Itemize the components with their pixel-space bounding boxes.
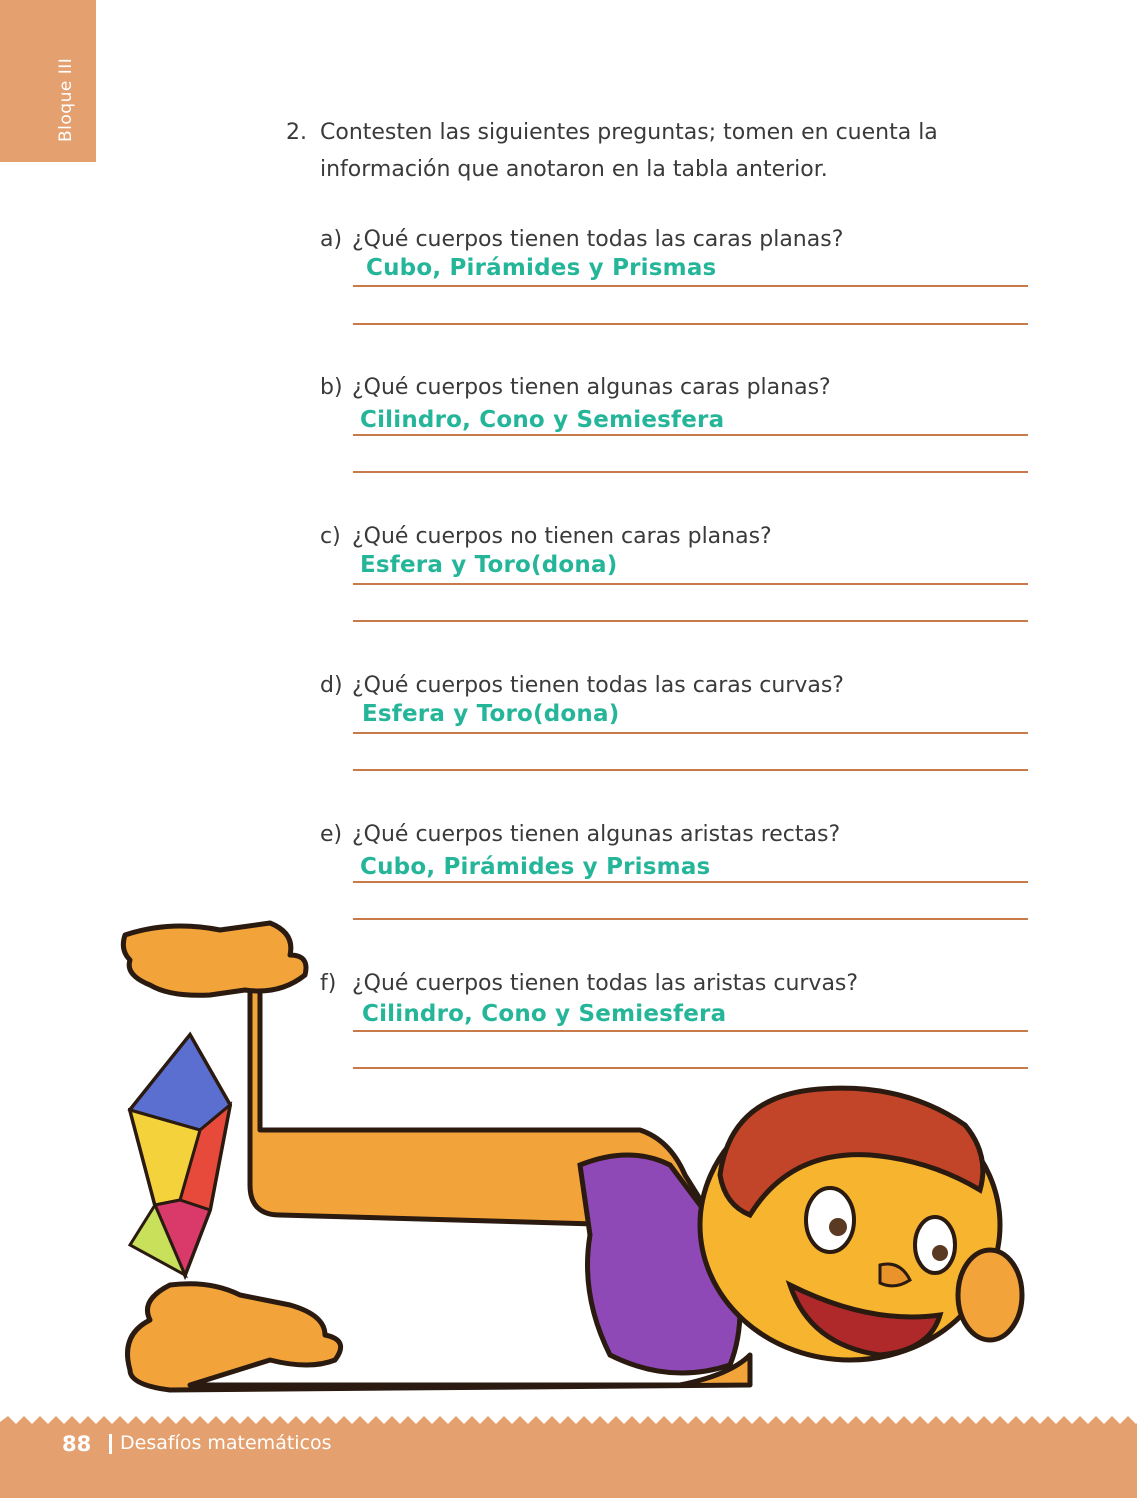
question-text: ¿Qué cuerpos tienen todas las aristas curvas? (352, 971, 859, 996)
answer-text[interactable]: Cubo, Pirámides y Prismas (366, 255, 717, 281)
answer-line (353, 1067, 1028, 1069)
question-text: ¿Qué cuerpos tienen todas las caras curvas? (352, 673, 844, 698)
question-letter: f) (320, 971, 337, 996)
question-letter: c) (320, 524, 341, 549)
answer-line (353, 285, 1028, 287)
answer-line (353, 1030, 1028, 1032)
answer-line (353, 471, 1028, 473)
question-text: ¿Qué cuerpos no tienen caras planas? (352, 524, 772, 549)
page-number: 88 (62, 1432, 92, 1456)
book-title: Desafíos matemáticos (120, 1432, 332, 1454)
exercise-text: Contesten las siguientes preguntas; tomen en cuenta la información que anotaron en la tabla anterior. (320, 120, 938, 182)
question-text: ¿Qué cuerpos tienen todas las caras planas? (352, 227, 844, 252)
question-letter: d) (320, 673, 343, 698)
answer-line (353, 732, 1028, 734)
exercise-number: 2. (286, 120, 307, 145)
footer-separator (109, 1434, 112, 1454)
question-text: ¿Qué cuerpos tienen algunas aristas rectas? (352, 822, 841, 847)
answer-text[interactable]: Esfera y Toro(dona) (362, 701, 620, 727)
answer-line (353, 769, 1028, 771)
answer-line (353, 583, 1028, 585)
question-letter: b) (320, 375, 343, 400)
answer-text[interactable]: Cilindro, Cono y Semiesfera (360, 407, 725, 433)
answer-line (353, 881, 1028, 883)
answer-text[interactable]: Cilindro, Cono y Semiesfera (362, 1001, 727, 1027)
answer-text[interactable]: Cubo, Pirámides y Prismas (360, 854, 711, 880)
side-tab-zigzag (0, 150, 96, 166)
answer-line (353, 434, 1028, 436)
block-label: Bloque III (56, 57, 76, 142)
answer-line (353, 323, 1028, 325)
question-letter: e) (320, 822, 343, 847)
exercise-instruction (286, 114, 1046, 188)
answer-line (353, 620, 1028, 622)
question-letter: a) (320, 227, 343, 252)
question-text: ¿Qué cuerpos tienen algunas caras planas? (352, 375, 831, 400)
answer-text[interactable]: Esfera y Toro(dona) (360, 552, 618, 578)
side-tab (0, 0, 96, 162)
